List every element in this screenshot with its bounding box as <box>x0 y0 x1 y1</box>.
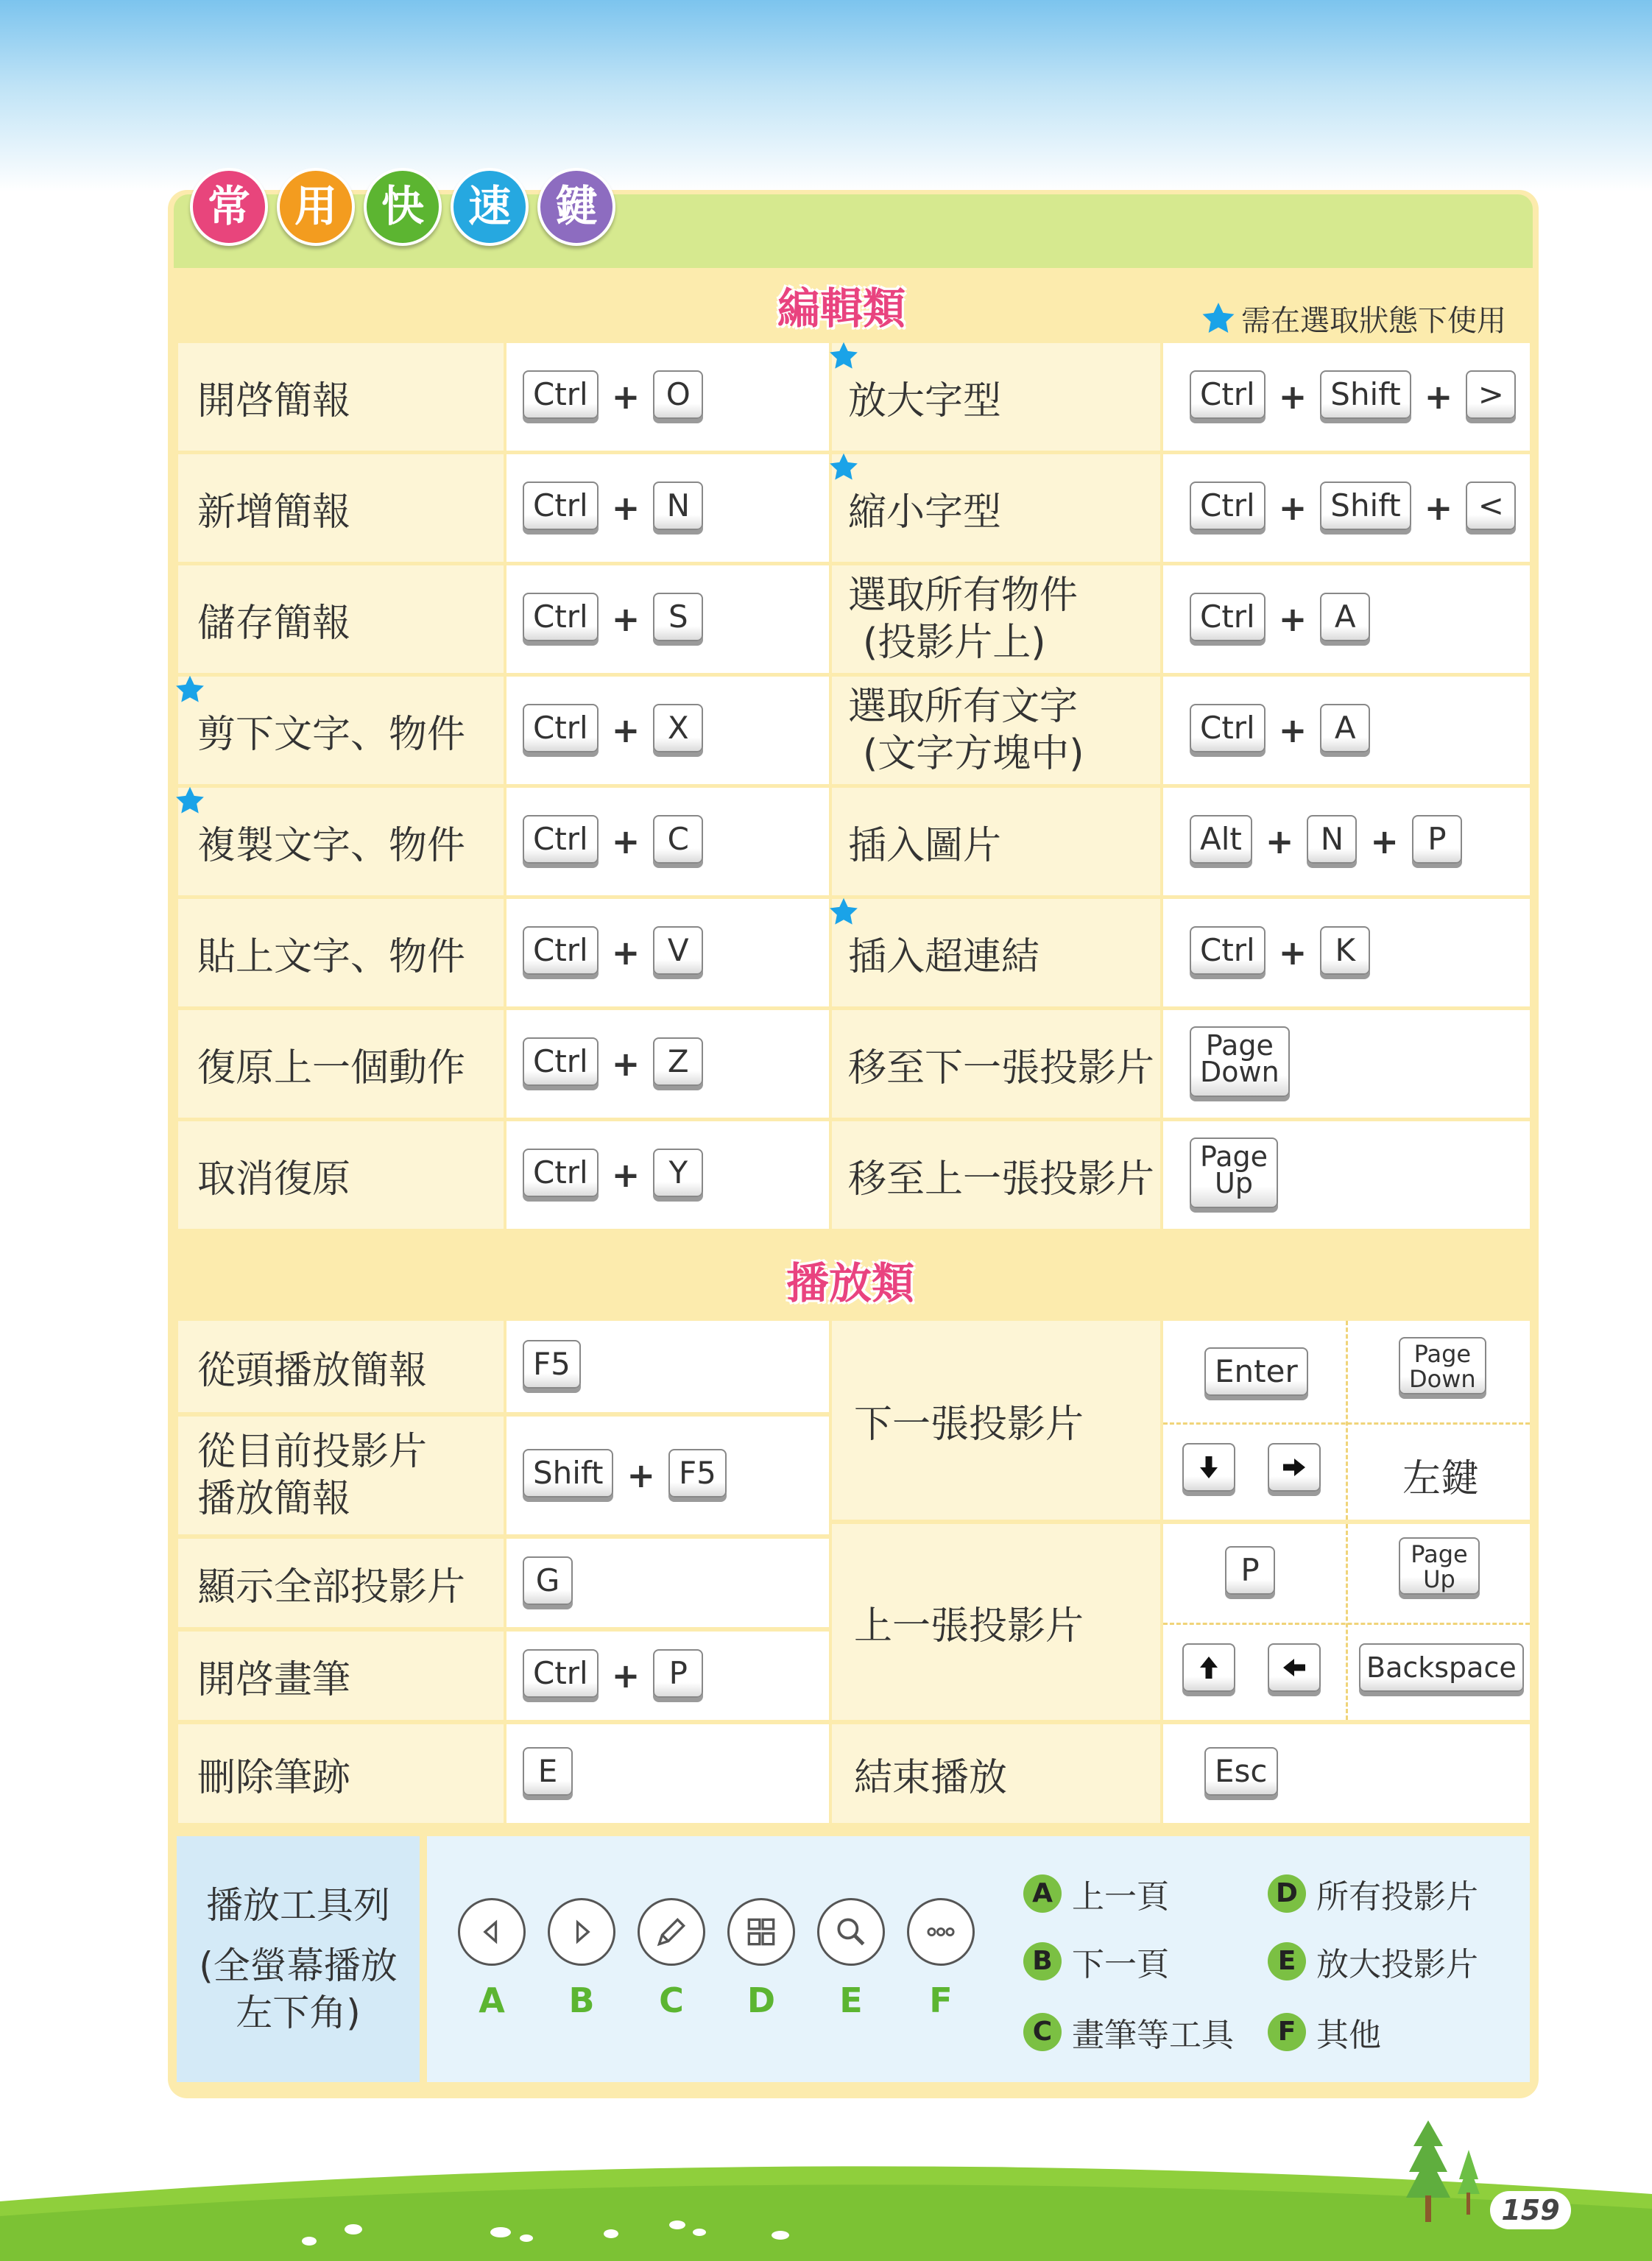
edit-shortcut-keys <box>506 899 829 1006</box>
action-text: 結束播放 <box>854 1755 1008 1800</box>
play-action-label <box>178 1724 504 1823</box>
divider <box>1346 1321 1348 1520</box>
prev-slide-label <box>832 1524 1160 1720</box>
page-number: 159 <box>1490 2191 1571 2229</box>
action-text: 新增簡報 <box>197 490 351 535</box>
plus-sign: + <box>1278 710 1307 750</box>
up-arrow-icon <box>1182 1643 1235 1692</box>
edit-action-label <box>178 454 504 562</box>
divider <box>1163 1422 1530 1425</box>
key-cap: E <box>523 1747 573 1796</box>
edit-action-label <box>178 677 504 784</box>
section-play-heading: 播放類 <box>786 1258 915 1308</box>
key-line: Down <box>1409 1365 1476 1393</box>
key-cap: Enter <box>1204 1347 1308 1396</box>
left-arrow-icon <box>1268 1643 1321 1692</box>
key-cap: X <box>653 704 703 752</box>
key-cap: Ctrl <box>523 1649 599 1698</box>
play-shortcut-keys <box>506 1724 829 1823</box>
pgdn-key-wrap <box>1399 1341 1486 1394</box>
legend-item <box>1023 2008 1234 2056</box>
edit-action-label <box>832 788 1160 895</box>
key-cap: K <box>1320 926 1370 975</box>
edit-shortcut-keys <box>1163 1010 1530 1118</box>
edit-shortcut-keys <box>1163 788 1530 895</box>
plus-sign: + <box>1278 599 1307 639</box>
end-show-keys <box>1163 1724 1530 1823</box>
plus-sign: + <box>626 1456 656 1495</box>
action-text: 移至下一張投影片 <box>848 1045 1155 1090</box>
legend-key: C <box>1023 2013 1062 2051</box>
page-title <box>190 168 615 246</box>
toolbar-label <box>177 1836 420 2082</box>
edit-shortcut-keys <box>506 565 829 673</box>
edit-shortcut-keys <box>506 788 829 895</box>
plus-sign: + <box>1278 488 1307 528</box>
key-cap: Ctrl <box>1190 482 1266 530</box>
play-action-label <box>178 1632 504 1720</box>
key-cap: C <box>653 815 703 864</box>
key-cap: Shift <box>523 1449 613 1498</box>
key-cap: P <box>1225 1546 1275 1595</box>
legend-text: 其他 <box>1316 2017 1381 2054</box>
next-slide-label <box>832 1321 1160 1520</box>
star-icon <box>827 451 860 487</box>
backspace-key-wrap <box>1359 1648 1524 1692</box>
play-shortcut-keys <box>506 1321 829 1412</box>
legend-text: 所有投影片 <box>1316 1878 1478 1916</box>
toolbar-letter-a: A <box>479 1980 505 2020</box>
edit-shortcut-keys <box>506 1121 829 1229</box>
star-icon <box>1200 300 1237 337</box>
key-cap: Ctrl <box>523 370 599 419</box>
action-text: 選取所有物件 <box>848 574 1079 618</box>
legend-key: F <box>1268 2013 1306 2051</box>
right-arrow-icon <box>1268 1443 1321 1492</box>
key-cap: V <box>653 926 703 975</box>
key-cap: Ctrl <box>523 593 599 641</box>
action-subtext: (文字方塊中) <box>863 732 1084 776</box>
key-line: Page <box>1200 1140 1268 1173</box>
legend-key: D <box>1268 1874 1306 1913</box>
key-cap: Ctrl <box>523 1037 599 1086</box>
key-cap: P <box>653 1649 703 1698</box>
edit-shortcut-keys <box>1163 677 1530 784</box>
key-cap: F5 <box>668 1449 727 1498</box>
key-cap: Ctrl <box>523 704 599 752</box>
edit-shortcut-keys <box>1163 343 1530 451</box>
plus-sign: + <box>611 599 640 639</box>
title-char: 速 <box>451 168 529 246</box>
plus-sign: + <box>611 1155 640 1195</box>
key-cap: A <box>1320 704 1370 752</box>
plus-sign: + <box>1370 822 1399 861</box>
edit-action-label <box>832 899 1160 1006</box>
selection-note-text: 需在選取狀態下使用 <box>1241 304 1506 338</box>
key-line: Page <box>1411 1540 1468 1568</box>
toolbar-sub2: 左下角) <box>236 1992 361 2034</box>
edit-shortcut-keys <box>506 343 829 451</box>
action-text: 刪除筆跡 <box>197 1755 351 1800</box>
play-action-label <box>178 1417 504 1534</box>
edit-action-label <box>178 565 504 673</box>
key-cap: Ctrl <box>1190 593 1266 641</box>
title-char: 常 <box>190 168 268 246</box>
plus-sign: + <box>611 933 640 973</box>
left-click-text: 左鍵 <box>1402 1457 1480 1501</box>
action-text: 貼上文字、物件 <box>197 934 466 979</box>
all-slides-icon[interactable] <box>727 1898 795 1966</box>
key-cap: P <box>1412 815 1462 864</box>
star-icon <box>827 340 860 375</box>
action-text: 選取所有文字 <box>848 685 1079 729</box>
key-cap: Alt <box>1190 815 1252 864</box>
legend-text: 放大投影片 <box>1316 1946 1478 1983</box>
action-text: 插入圖片 <box>848 823 1002 868</box>
plus-sign: + <box>1265 822 1294 861</box>
legend-text: 畫筆等工具 <box>1072 2017 1234 2054</box>
edit-action-label <box>832 343 1160 451</box>
key-line: Up <box>1423 1565 1455 1593</box>
toolbar-letter-e: E <box>839 1980 863 2020</box>
action-text: 從頭播放簡報 <box>197 1348 428 1393</box>
toolbar-sub1: (全螢幕播放 <box>199 1944 398 1987</box>
key-cap <box>1190 1137 1278 1208</box>
end-show-label <box>832 1724 1160 1823</box>
play-shortcut-keys <box>506 1632 829 1720</box>
divider <box>1346 1524 1348 1720</box>
title-char: 用 <box>277 168 355 246</box>
plus-sign: + <box>611 710 640 750</box>
play-action-label <box>178 1539 504 1627</box>
edit-action-label <box>178 343 504 451</box>
action-text: 儲存簡報 <box>197 601 351 646</box>
key-cap: < <box>1466 482 1516 530</box>
key-cap: Ctrl <box>523 926 599 975</box>
action-subtext: (投影片上) <box>863 621 1046 665</box>
action-text: 複製文字、物件 <box>197 823 466 868</box>
play-shortcut-keys <box>506 1539 829 1627</box>
key-cap: Ctrl <box>523 482 599 530</box>
key-cap: S <box>653 593 703 641</box>
edit-shortcut-keys <box>1163 565 1530 673</box>
star-icon <box>827 896 860 931</box>
down-arrow-icon <box>1182 1443 1235 1492</box>
p-key-wrap <box>1225 1551 1275 1595</box>
legend-text: 上一頁 <box>1072 1878 1169 1916</box>
edit-shortcut-keys <box>1163 899 1530 1006</box>
action-text: 移至上一張投影片 <box>848 1157 1155 1202</box>
edit-action-label <box>832 677 1160 784</box>
key-cap: A <box>1320 593 1370 641</box>
legend-item <box>1268 1870 1478 1917</box>
edit-shortcut-keys <box>506 454 829 562</box>
sky-background <box>0 0 1652 191</box>
edit-action-label <box>178 1121 504 1229</box>
key-cap <box>1399 1537 1480 1595</box>
toolbar-title: 播放工具列 <box>206 1884 390 1927</box>
action-text: 下一張投影片 <box>854 1402 1084 1447</box>
legend-key: B <box>1023 1942 1062 1980</box>
action-text: 取消復原 <box>197 1157 351 1202</box>
key-cap: Ctrl <box>523 1149 599 1197</box>
arrow-keys <box>1182 1648 1321 1692</box>
action-text: 放大字型 <box>848 378 1002 423</box>
plus-sign: + <box>611 1656 640 1696</box>
edit-shortcut-keys <box>1163 1121 1530 1229</box>
plus-sign: + <box>611 377 640 417</box>
legend-key: A <box>1023 1874 1062 1913</box>
key-cap: Ctrl <box>1190 926 1266 975</box>
title-char: 快 <box>364 168 442 246</box>
action-text: 剪下文字、物件 <box>197 712 466 757</box>
key-cap: Backspace <box>1359 1643 1524 1692</box>
plus-sign: + <box>1278 933 1307 973</box>
toolbar-letter-f: F <box>929 1980 953 2020</box>
edit-shortcut-keys <box>506 1010 829 1118</box>
action-text: 顯示全部投影片 <box>197 1565 466 1609</box>
key-cap: Z <box>653 1037 703 1086</box>
edit-action-label <box>832 565 1160 673</box>
edit-action-label <box>832 1121 1160 1229</box>
legend-item <box>1023 1938 1169 1985</box>
edit-action-label <box>178 1010 504 1118</box>
section-edit-heading: 編輯類 <box>777 283 906 334</box>
title-char: 鍵 <box>537 168 615 246</box>
arrow-keys <box>1182 1447 1321 1492</box>
play-action-label <box>178 1321 504 1412</box>
key-cap: > <box>1466 370 1516 419</box>
action-text: 開啓簡報 <box>197 378 351 423</box>
action-text: 縮小字型 <box>848 490 1002 535</box>
edit-action-label <box>832 454 1160 562</box>
divider <box>1163 1623 1530 1625</box>
legend-item <box>1268 1938 1478 1985</box>
key-cap: Shift <box>1320 370 1411 419</box>
action-text: 播放簡報 <box>197 1477 351 1521</box>
key-cap: Shift <box>1320 482 1411 530</box>
selection-note <box>1200 297 1506 339</box>
key-cap <box>1399 1337 1486 1394</box>
key-cap: Ctrl <box>1190 704 1266 752</box>
star-icon <box>174 674 206 709</box>
toolbar-letter-c: C <box>659 1980 684 2020</box>
plus-sign: + <box>611 488 640 528</box>
plus-sign: + <box>1424 488 1453 528</box>
key-cap: Esc <box>1204 1747 1278 1796</box>
legend-item <box>1268 2008 1381 2056</box>
edit-shortcut-keys <box>506 677 829 784</box>
key-line: Down <box>1200 1056 1279 1088</box>
legend-item <box>1023 1870 1169 1917</box>
previous-icon[interactable] <box>458 1898 526 1966</box>
star-icon <box>174 785 206 820</box>
key-cap: G <box>523 1556 573 1605</box>
edit-action-label <box>832 1010 1160 1118</box>
key-cap: Y <box>653 1149 703 1197</box>
zoom-icon[interactable] <box>817 1898 885 1966</box>
legend-text: 下一頁 <box>1072 1946 1169 1983</box>
tree-icon <box>1399 2113 1487 2223</box>
play-shortcut-keys <box>506 1417 829 1534</box>
more-icon[interactable] <box>907 1898 975 1966</box>
pgup-key-wrap <box>1399 1542 1480 1595</box>
key-cap: N <box>1307 815 1357 864</box>
edit-shortcut-keys <box>1163 454 1530 562</box>
toolbar-letter-b: B <box>568 1980 595 2020</box>
enter-key-wrap <box>1204 1352 1308 1396</box>
key-cap: N <box>653 482 703 530</box>
plus-sign: + <box>611 1044 640 1084</box>
key-cap: F5 <box>523 1340 581 1389</box>
next-icon[interactable] <box>548 1898 615 1966</box>
key-cap: Ctrl <box>523 815 599 864</box>
action-text: 上一張投影片 <box>854 1604 1084 1648</box>
action-text: 開啓畫筆 <box>197 1657 351 1702</box>
key-cap <box>1190 1026 1290 1097</box>
action-text: 從目前投影片 <box>197 1430 428 1474</box>
edit-action-label <box>178 788 504 895</box>
key-line: Up <box>1215 1167 1253 1199</box>
toolbar-letter-d: D <box>746 1980 776 2020</box>
plus-sign: + <box>1424 377 1453 417</box>
action-text: 插入超連結 <box>848 934 1040 979</box>
plus-sign: + <box>611 822 640 861</box>
action-text: 復原上一個動作 <box>197 1045 466 1090</box>
legend-key: E <box>1268 1942 1306 1980</box>
pen-icon[interactable] <box>638 1898 705 1966</box>
key-cap: O <box>653 370 703 419</box>
key-line: Page <box>1413 1340 1472 1368</box>
edit-action-label <box>178 899 504 1006</box>
key-line: Page <box>1205 1029 1274 1062</box>
key-cap: Ctrl <box>1190 370 1266 419</box>
plus-sign: + <box>1278 377 1307 417</box>
